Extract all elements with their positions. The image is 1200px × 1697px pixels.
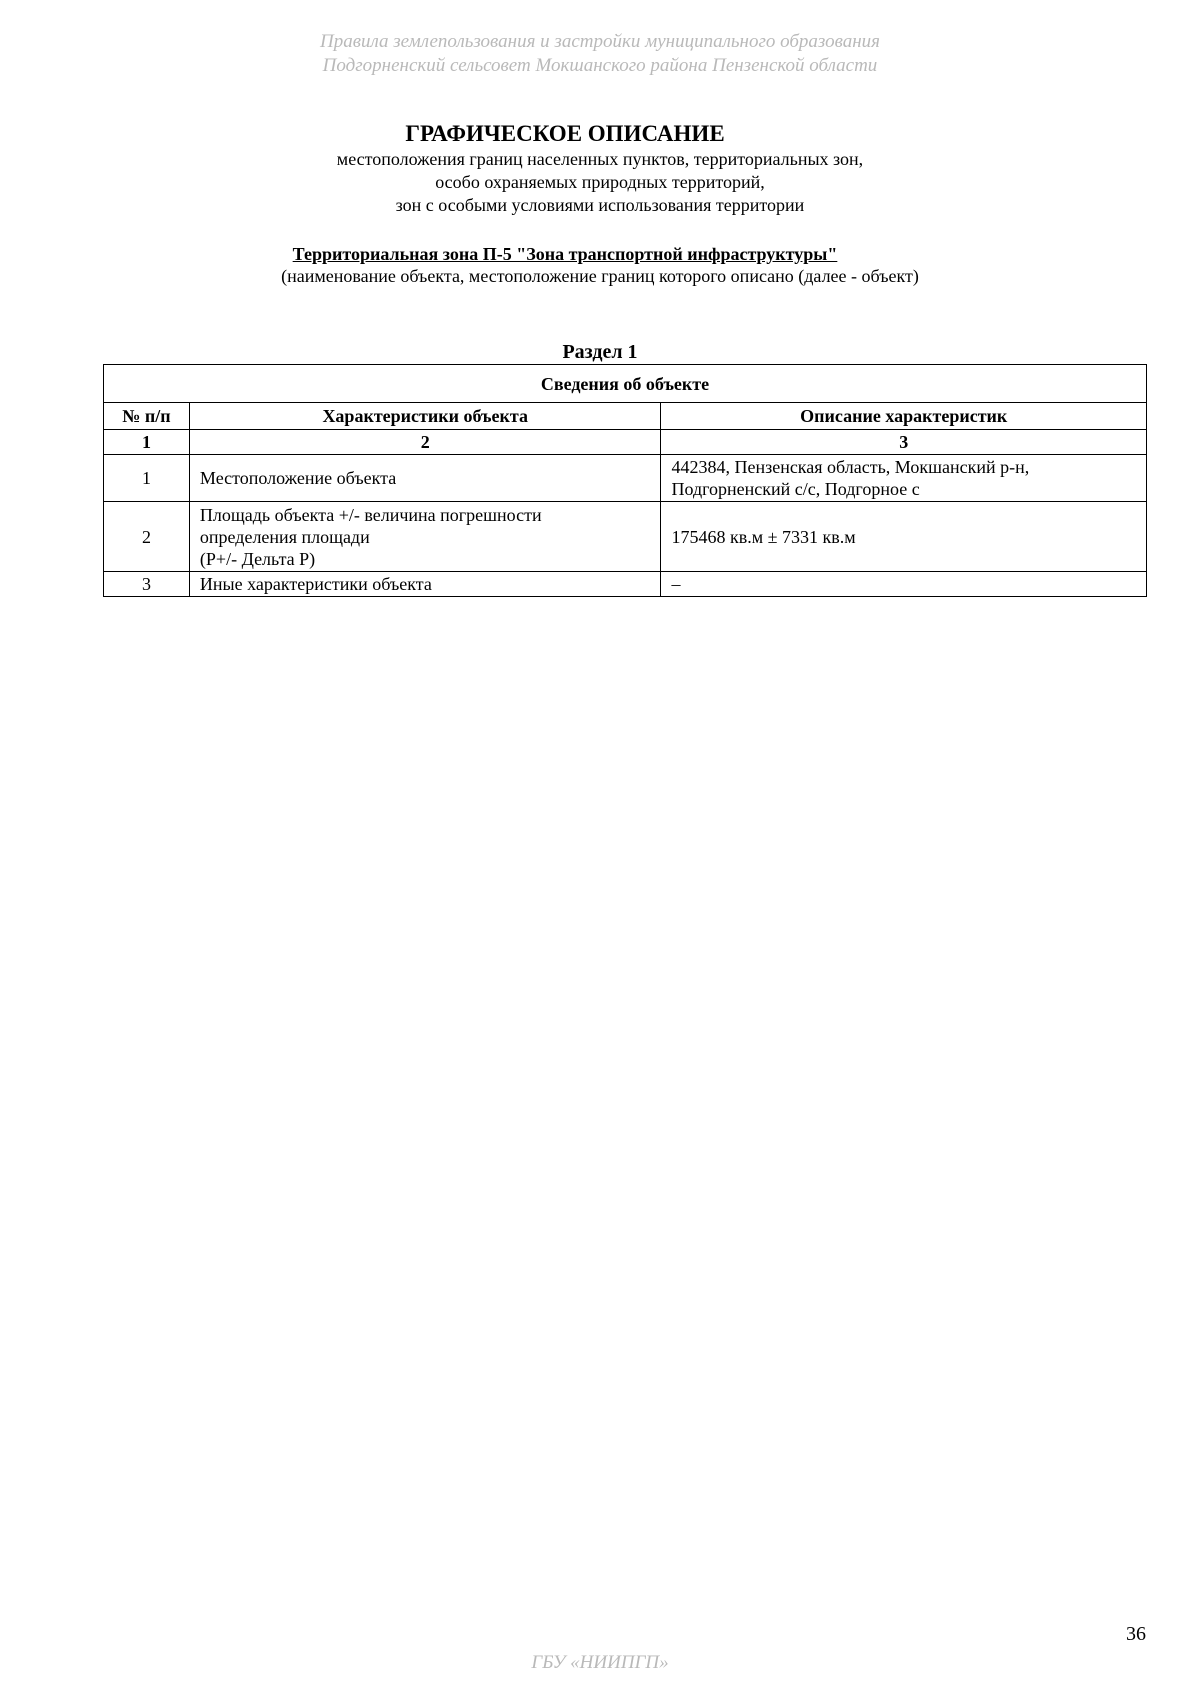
table-row [104, 572, 1147, 597]
header-cell-number: № п/п [104, 403, 190, 430]
description-text: Подгорненский с/с, Подгорное с [671, 479, 920, 499]
row-number-cell: 3 [104, 572, 190, 597]
characteristic-cell [189, 572, 661, 597]
document-subtitle-line-1: местоположения границ населенных пунктов, территориальных зон, [336, 149, 864, 169]
description-cell [661, 572, 1147, 597]
column-number-cell: 3 [661, 430, 1147, 455]
page-number: 36 [1126, 1623, 1146, 1645]
characteristic-text: Площадь объекта +/- величина погрешности [199, 504, 542, 525]
characteristic-cell [189, 502, 661, 572]
section-title: Раздел 1 [562, 341, 638, 363]
running-header [0, 30, 1200, 78]
document-title: ГРАФИЧЕСКОЕ ОПИСАНИЕ [405, 121, 725, 146]
footer-organization: ГБУ «НИИПГП» [531, 1652, 669, 1673]
characteristic-text: Иные характеристики объекта [199, 574, 432, 594]
header-cell-description: Описание характеристик [661, 403, 1147, 430]
row-number-cell: 1 [104, 455, 190, 502]
characteristic-text: (Р+/- Дельта Р) [199, 548, 316, 569]
zone-block [0, 243, 1200, 288]
characteristic-cell [189, 455, 661, 502]
description-cell [661, 502, 1147, 572]
description-cell [661, 455, 1147, 502]
table-header-row [104, 403, 1147, 430]
characteristic-text: определения площади [199, 526, 370, 547]
description-text: – [671, 574, 681, 594]
table-row [104, 455, 1147, 502]
running-header-line-1: Правила землепользования и застройки муниципального образования [320, 31, 880, 52]
header-cell-characteristic: Характеристики объекта [189, 403, 661, 430]
title-block [0, 120, 1200, 217]
running-header-line-2: Подгорненский сельсовет Мокшанского района Пензенской области [322, 55, 878, 76]
column-number-cell: 1 [104, 430, 190, 455]
characteristic-text: Местоположение объекта [199, 468, 397, 488]
document-subtitle-line-3: зон с особыми условиями использования территории [395, 195, 805, 215]
table-caption: Сведения об объекте [104, 365, 1147, 403]
description-text: 175468 кв.м ± 7331 кв.м [671, 526, 856, 547]
document-subtitle-line-2: особо охраняемых природных территорий, [435, 172, 765, 192]
column-number-row [104, 430, 1147, 455]
row-number-cell: 2 [104, 502, 190, 572]
table-caption-row [104, 365, 1147, 403]
table-row [104, 502, 1147, 572]
object-info-table [103, 364, 1147, 597]
zone-name: Территориальная зона П-5 "Зона транспортной инфраструктуры" [292, 244, 838, 264]
zone-caption: (наименование объекта, местоположение границ которого описано (далее - объект) [281, 266, 919, 286]
description-text: 442384, Пензенская область, Мокшанский р-н, [671, 457, 1030, 477]
column-number-cell: 2 [189, 430, 661, 455]
